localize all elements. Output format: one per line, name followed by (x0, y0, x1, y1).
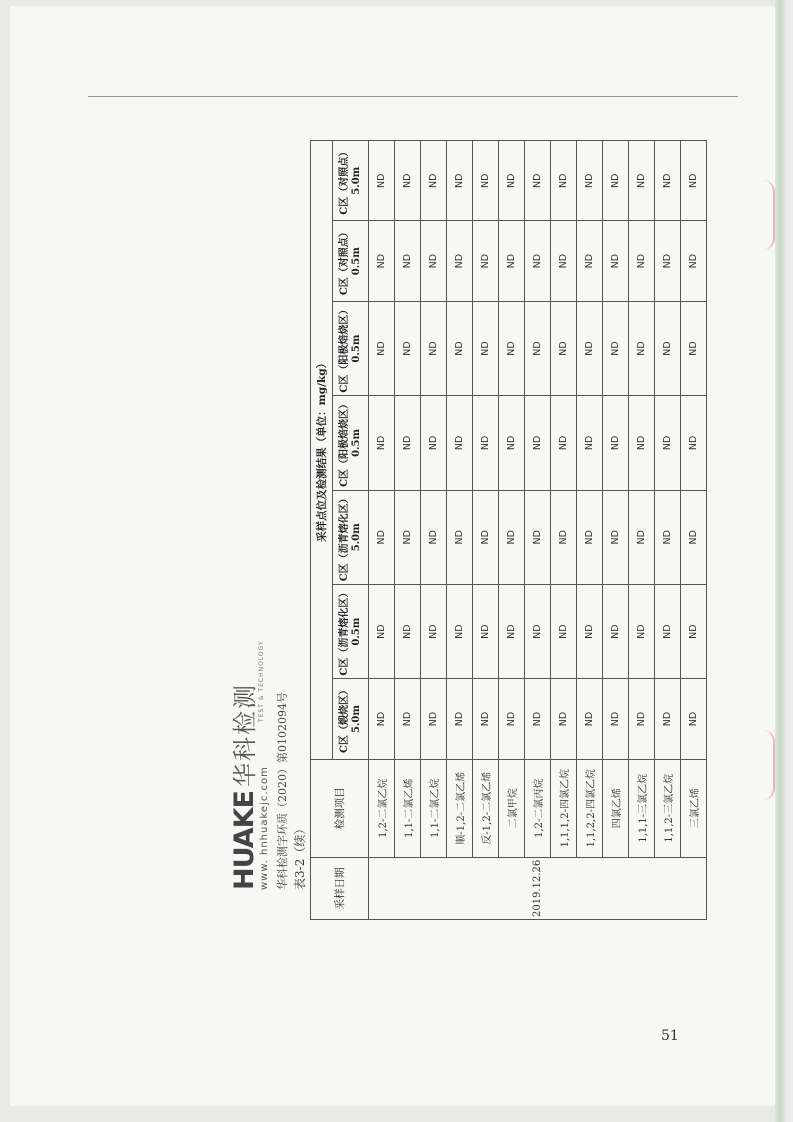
page-number: 51 (661, 1028, 679, 1044)
table-row (421, 141, 447, 920)
result-cell: ND (629, 141, 655, 221)
table-row (525, 141, 551, 920)
result-cell: ND (447, 679, 473, 759)
result-cell: ND (551, 301, 577, 395)
result-cell: ND (421, 396, 447, 490)
test-item-cell: 1,1,2,2-四氯乙烷 (577, 759, 603, 857)
result-cell: ND (551, 679, 577, 759)
result-cell: ND (395, 396, 421, 490)
header-sample-col: C区（阳极焙烧区）0.5m (333, 301, 369, 395)
header-sample-col: C区（煅烧区）5.0m (333, 679, 369, 759)
result-cell: ND (655, 584, 681, 678)
result-cell: ND (395, 679, 421, 759)
test-item-cell: 1,1-二氯乙烯 (395, 759, 421, 857)
result-cell: ND (421, 679, 447, 759)
result-cell: ND (577, 141, 603, 221)
result-cell: ND (369, 396, 395, 490)
header-test-item: 检测项目 (311, 759, 369, 857)
result-cell: ND (655, 221, 681, 301)
header-group: 采样点位及检测结果（单位：mg/kg） (311, 141, 333, 760)
result-cell: ND (577, 584, 603, 678)
results-table (310, 140, 707, 920)
table-row (499, 141, 525, 920)
logo-chinese: 华科检测 (231, 683, 259, 788)
table-row (629, 141, 655, 920)
rotated-report-block (220, 140, 701, 917)
header-sample-col: C区（对照点）0.5m (333, 221, 369, 301)
table-row (473, 141, 499, 920)
result-cell: ND (525, 584, 551, 678)
result-cell: ND (551, 396, 577, 490)
result-cell: ND (525, 679, 551, 759)
result-cell: ND (447, 396, 473, 490)
page-edge-decoration (775, 0, 787, 1122)
result-cell: ND (421, 584, 447, 678)
table-row (681, 141, 707, 920)
result-cell: ND (629, 396, 655, 490)
table-row (369, 141, 395, 920)
seal-fragment-top (763, 180, 775, 250)
result-cell: ND (525, 490, 551, 584)
result-cell: ND (577, 301, 603, 395)
result-cell: ND (681, 584, 707, 678)
result-cell: ND (603, 396, 629, 490)
result-cell: ND (551, 584, 577, 678)
company-website: www. hnhuakejc.com (259, 766, 270, 890)
result-cell: ND (681, 679, 707, 759)
result-cell: ND (473, 490, 499, 584)
result-cell: ND (369, 221, 395, 301)
result-cell: ND (447, 584, 473, 678)
test-item-cell: 二氯甲烷 (499, 759, 525, 857)
result-cell: ND (603, 679, 629, 759)
result-cell: ND (603, 584, 629, 678)
result-cell: ND (603, 301, 629, 395)
result-cell: ND (525, 221, 551, 301)
result-cell: ND (421, 490, 447, 584)
result-cell: ND (447, 141, 473, 221)
test-item-cell: 1,1-二氯乙烷 (421, 759, 447, 857)
table-row (395, 141, 421, 920)
test-item-cell: 1,2-二氯丙烷 (525, 759, 551, 857)
header-sample-date: 采样日期 (311, 857, 369, 919)
result-cell: ND (473, 221, 499, 301)
header-rule (88, 96, 738, 97)
result-cell: ND (395, 301, 421, 395)
result-cell: ND (603, 141, 629, 221)
table-title: 表3-2（续） (293, 822, 307, 890)
result-cell: ND (473, 141, 499, 221)
result-cell: ND (551, 141, 577, 221)
result-cell: ND (577, 396, 603, 490)
result-cell: ND (655, 679, 681, 759)
result-cell: ND (577, 679, 603, 759)
result-cell: ND (681, 396, 707, 490)
test-item-cell: 1,1,1-三氯乙烷 (629, 759, 655, 857)
test-item-cell: 1,1,1,2-四氯乙烷 (551, 759, 577, 857)
result-cell: ND (447, 221, 473, 301)
result-cell: ND (577, 490, 603, 584)
result-cell: ND (499, 584, 525, 678)
result-cell: ND (551, 221, 577, 301)
result-cell: ND (447, 301, 473, 395)
result-cell: ND (577, 221, 603, 301)
table-row (603, 141, 629, 920)
result-cell: ND (603, 490, 629, 584)
result-cell: ND (629, 679, 655, 759)
result-cell: ND (551, 490, 577, 584)
result-cell: ND (655, 301, 681, 395)
result-cell: ND (499, 301, 525, 395)
result-cell: ND (629, 490, 655, 584)
table-row (655, 141, 681, 920)
result-cell: ND (473, 396, 499, 490)
test-item-cell: 三氯乙烯 (681, 759, 707, 857)
table-row (551, 141, 577, 920)
logo-tagline: TEST & TECHNOLOGY (258, 640, 265, 722)
result-cell: ND (525, 301, 551, 395)
result-cell: ND (473, 679, 499, 759)
result-cell: ND (369, 490, 395, 584)
result-cell: ND (525, 141, 551, 221)
test-item-cell: 1,1,2-三氯乙烷 (655, 759, 681, 857)
result-cell: ND (369, 301, 395, 395)
sample-date-cell: 2019.12.26 (369, 857, 707, 919)
result-cell: ND (421, 141, 447, 221)
header-sample-col: C区（对照点）5.0m (333, 141, 369, 221)
result-cell: ND (369, 679, 395, 759)
result-cell: ND (395, 221, 421, 301)
result-cell: ND (499, 490, 525, 584)
result-cell: ND (525, 396, 551, 490)
result-cell: ND (369, 584, 395, 678)
result-cell: ND (473, 301, 499, 395)
result-cell: ND (395, 584, 421, 678)
result-cell: ND (681, 301, 707, 395)
header-sample-col: C区（沥青熔化区）5.0m (333, 490, 369, 584)
result-cell: ND (681, 490, 707, 584)
test-item-cell: 反-1,2-二氯乙烯 (473, 759, 499, 857)
seal-fragment-bottom (763, 730, 775, 800)
result-cell: ND (421, 301, 447, 395)
page-edge-shadow (787, 0, 793, 1122)
result-cell: ND (655, 490, 681, 584)
result-cell: ND (473, 584, 499, 678)
company-logo (220, 683, 260, 890)
test-item-cell: 四氯乙烯 (603, 759, 629, 857)
result-cell: ND (655, 396, 681, 490)
test-item-cell: 顺-1,2-二氯乙烯 (447, 759, 473, 857)
logo-latin: HUAKE (229, 791, 260, 890)
result-cell: ND (369, 141, 395, 221)
result-cell: ND (681, 141, 707, 221)
result-cell: ND (499, 396, 525, 490)
header-sample-col: C区（沥青熔化区）0.5m (333, 584, 369, 678)
result-cell: ND (655, 141, 681, 221)
document-number: 华科检测字环质（2020）第0102094号 (276, 692, 289, 890)
result-cell: ND (395, 141, 421, 221)
table-row (577, 141, 603, 920)
result-cell: ND (499, 221, 525, 301)
result-cell: ND (629, 301, 655, 395)
result-cell: ND (395, 490, 421, 584)
result-cell: ND (499, 679, 525, 759)
result-cell: ND (603, 221, 629, 301)
result-cell: ND (447, 490, 473, 584)
table-row (447, 141, 473, 920)
result-cell: ND (421, 221, 447, 301)
result-cell: ND (499, 141, 525, 221)
result-cell: ND (629, 584, 655, 678)
result-cell: ND (681, 221, 707, 301)
test-item-cell: 1,2-二氯乙烷 (369, 759, 395, 857)
header-sample-col: C区（阳极焙烧区）0.5m (333, 396, 369, 490)
result-cell: ND (629, 221, 655, 301)
